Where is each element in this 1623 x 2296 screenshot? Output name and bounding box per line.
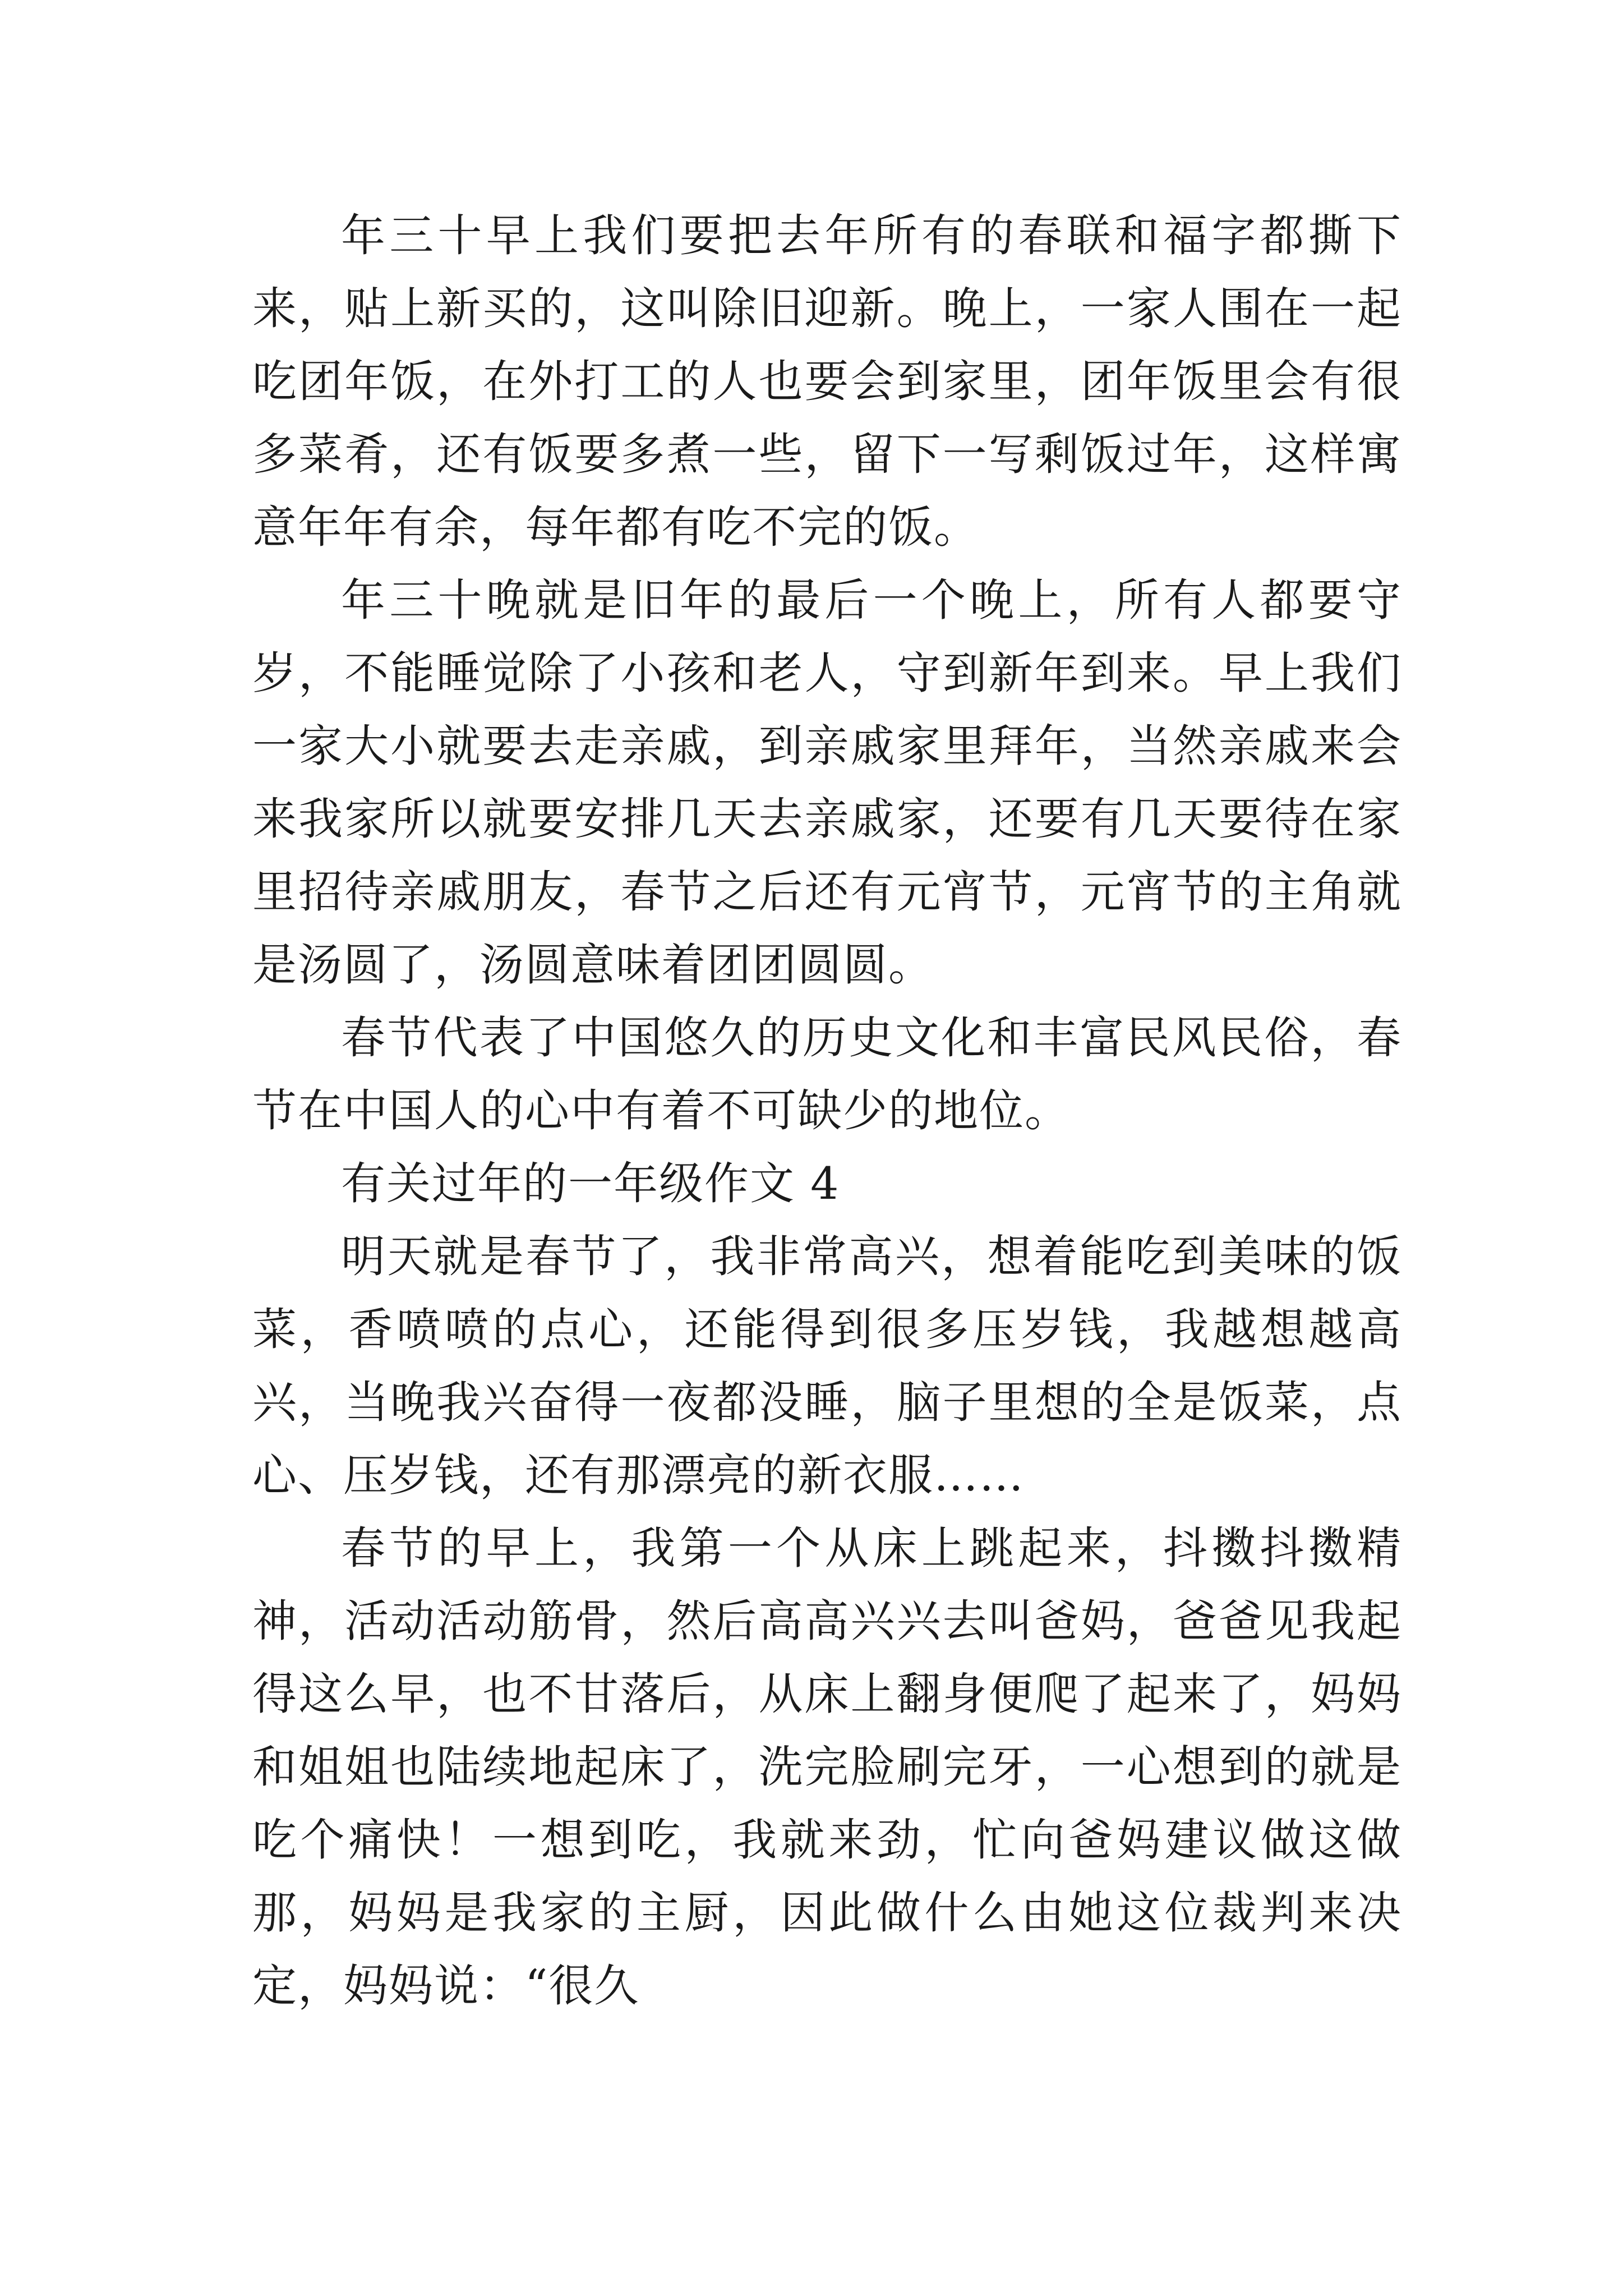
paragraph-festival-morning: 春节的早上，我第一个从床上跳起来，抖擞抖擞精神，活动活动筋骨，然后高高兴兴去叫爸妈，爸爸见我起得这么早，也不甘落后，从床上翻身便爬了起来了，妈妈和姐姐也陆续地起床了，洗完脸刷完牙，一心想到的就是吃个痛快！一想到吃，我就来劲，忙向爸妈建议做这做那，妈妈是我家的主厨，因此做什么由她这位裁判来决定，妈妈说：“很久: [252, 1522, 1402, 2012]
essay-heading: 有关过年的一年级作文 4: [341, 1158, 840, 1209]
paragraph-new-years-eve-morning: 年三十早上我们要把去年所有的春联和福字都撕下来，贴上新买的，这叫除旧迎新。晚上，一家人围在一起吃团年饭，在外打工的人也要会到家里，团年饭里会有很多菜肴，还有饭要多煮一些，留下一写剩饭过年，这样寓意年年有余，每年都有吃不完的饭。: [252, 210, 1402, 553]
paragraph-spring-festival-culture: 春节代表了中国悠久的历史文化和丰富民风民俗，春节在中国人的心中有着不可缺少的地位。: [252, 1012, 1402, 1137]
document-body: [252, 199, 1402, 2022]
paragraph-new-years-eve-night: 年三十晚就是旧年的最后一个晚上，所有人都要守岁，不能睡觉除了小孩和老人，守到新年到来。早上我们一家大小就要去走亲戚，到亲戚家里拜年，当然亲戚来会来我家所以就要安排几天去亲戚家，还要有几天要待在家里招待亲戚朋友，春节之后还有元宵节，元宵节的主角就是汤圆了，汤圆意味着团团圆圆。: [252, 574, 1402, 991]
paragraph-eve-excitement: 明天就是春节了，我非常高兴，想着能吃到美味的饭菜，香喷喷的点心，还能得到很多压岁钱，我越想越高兴，当晚我兴奋得一夜都没睡，脑子里想的全是饭菜，点心、压岁钱，还有那漂亮的新衣服……: [252, 1231, 1402, 1501]
